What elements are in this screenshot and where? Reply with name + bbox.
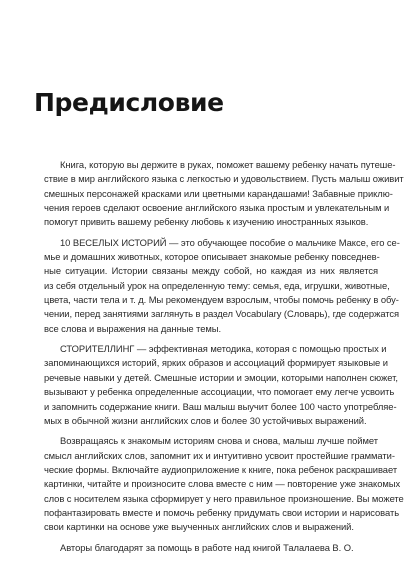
text-line: смешных персонажей красками или цветными карандашами! Забавные приклю- [44, 187, 393, 199]
text-line: мых в обычной жизни английских слов и более 30 устойчивых выражений. [44, 414, 367, 426]
text-line: помогут привить вашему ребенку любовь к изучению иностранных языков. [44, 216, 369, 228]
text-line: и запомнить содержание книги. Ваш малыш выучит более 100 часто употребляе- [44, 400, 397, 412]
text-line: цвета, части тела и т. д. Мы рекомендуем взрослым, чтобы помочь ребенку в обу- [44, 294, 399, 306]
text-line: чении, перед занятиями заглянуть в раздел Vocabulary (Словарь), где содержатся [44, 308, 400, 320]
text-line: СТОРИТЕЛЛИНГ — эффективная методика, которая с помощью простых и [60, 343, 387, 355]
paragraph [44, 158, 404, 230]
page-title: Предисловие [34, 88, 224, 117]
paragraph [44, 342, 398, 428]
text-line: пофантазировать вместе и помочь ребенку придумать свои истории и нарисовать [44, 506, 400, 518]
text-line: все слова и выражения на данные темы. [44, 322, 222, 334]
preface-body [44, 158, 404, 561]
text-line: вызывают у ребенка определенные ассоциации, что помогает ему легче усвоить [44, 386, 395, 398]
text-line: Книга, которую вы держите в руках, поможет вашему ребенку начать путеше- [60, 159, 396, 170]
text-line: картинки, читайте и произносите слова вместе с ним — повторение уже знакомых [44, 478, 401, 490]
text-line: ствие в мир английского языка с легкостью и удовольствием. Пусть малыш оживит [44, 173, 404, 185]
text-line: из себя отдельный урок на определенную тему: семья, еда, игрушки, животные, [44, 279, 390, 291]
text-line: Возвращаясь к знакомым историям снова и снова, малыш лучше поймет [60, 435, 378, 447]
text-line: ные ситуации. Истории связаны между собой, но каждая из них является [44, 265, 378, 277]
paragraph [44, 236, 400, 336]
text-line: смысл английских слов, запомнит их и интуитивно усвоит простейшие граммати- [44, 449, 395, 461]
text-line: свои картинки на основе уже выученных английских слов и выражений. [44, 521, 354, 533]
text-line: чения героев сделают освоение английского языка простым и увлекательным и [44, 202, 390, 214]
text-line: запоминающихся историй, ярких образов и ассоциаций формирует языковые и [44, 357, 388, 369]
paragraph [44, 541, 378, 555]
paragraph [44, 434, 404, 534]
text-line: речевые навыки у детей. Смешные истории и эмоции, которыми наполнен сюжет, [44, 371, 398, 383]
text-line: ческие формы. Включайте аудиоприложение к книге, пока ребенок раскрашивает [44, 463, 398, 475]
text-line: 10 ВЕСЕЛЫХ ИСТОРИЙ — это обучающее пособие о мальчике Максе, его се- [60, 236, 400, 248]
text-line: мье и домашних животных, которое описывает знакомые ребенку повседнев- [44, 251, 380, 263]
text-line: слов с носителем языка сформирует у него правильное произношение. Вы можете [44, 492, 404, 504]
acknowledgement-line: Авторы благодарят за помощь в работе над книгой Талалаева В. О. [60, 541, 354, 553]
